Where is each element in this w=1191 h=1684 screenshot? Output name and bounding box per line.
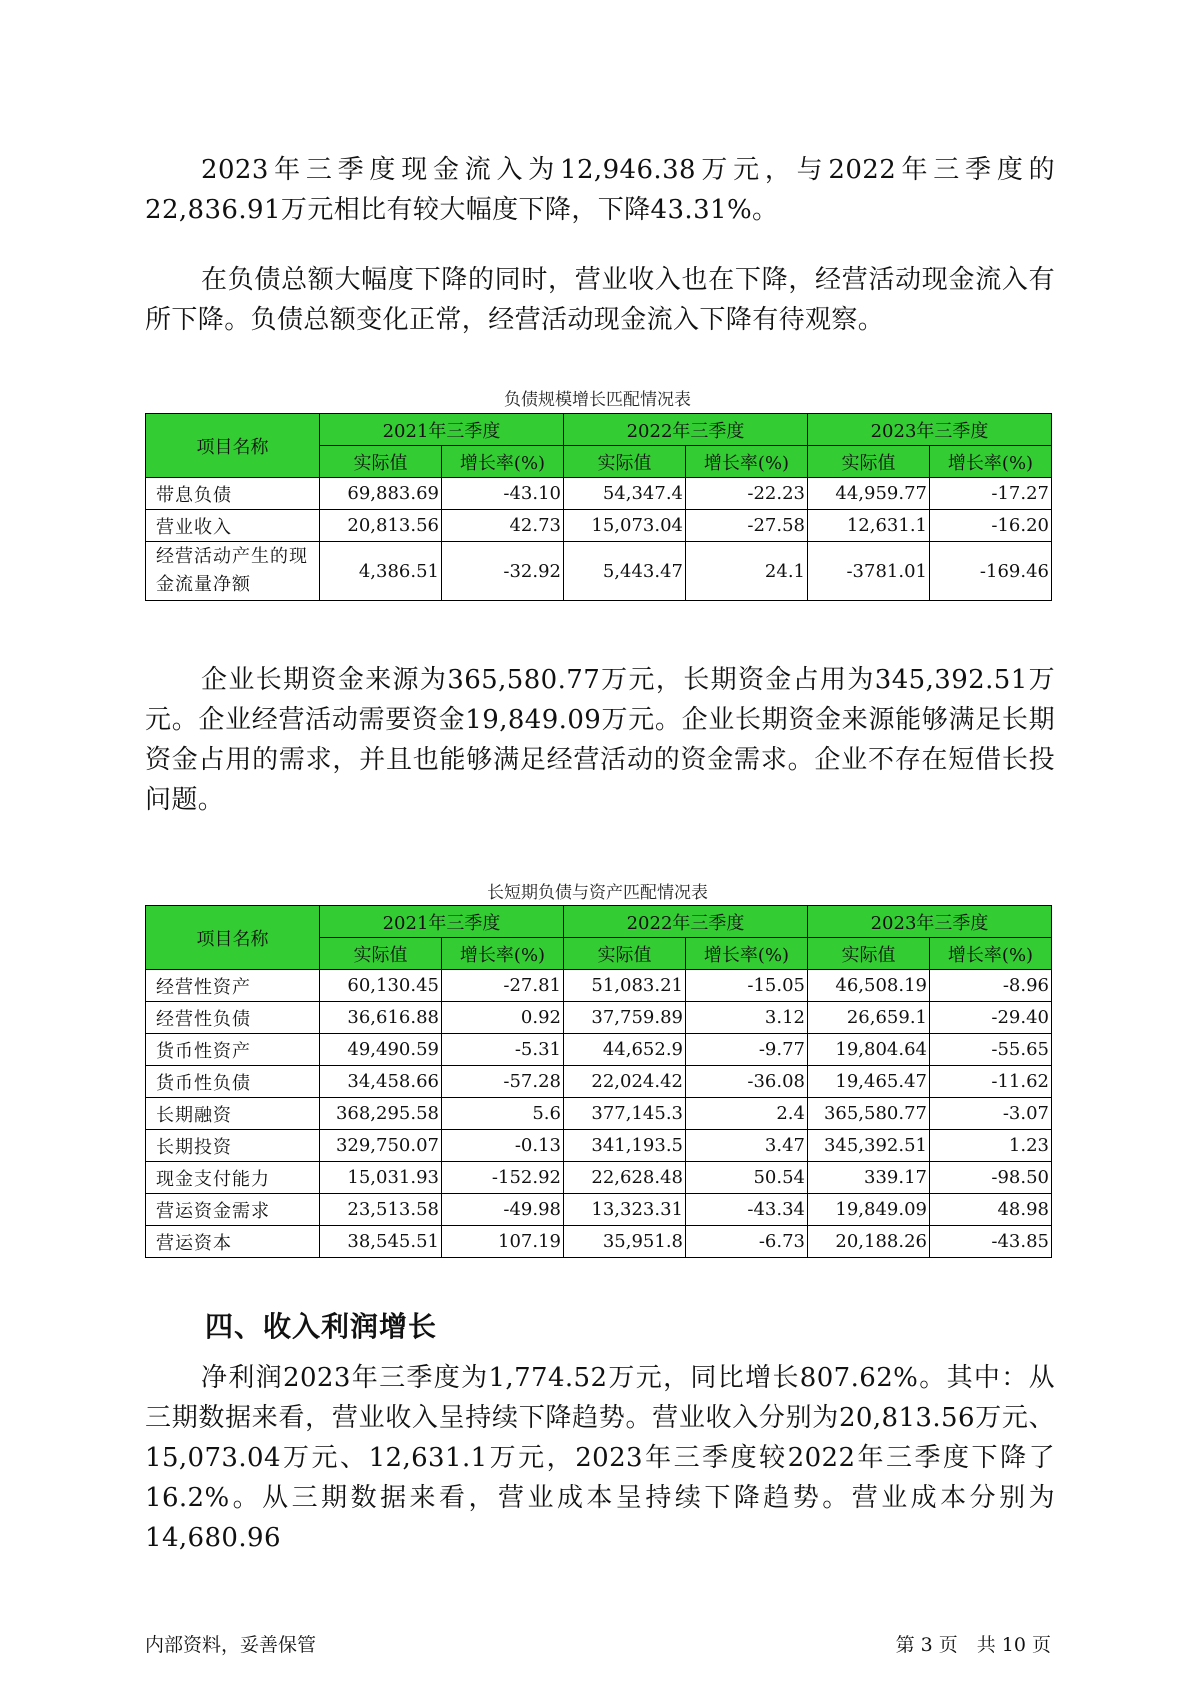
cell-actual-value: 20,188.26 (808, 1226, 930, 1258)
section-heading: 四、收入利润增长 (205, 1310, 438, 1343)
cell-actual-value: 51,083.21 (564, 970, 686, 1002)
header-actual: 实际值 (564, 938, 686, 970)
row-label: 营运资金需求 (146, 1194, 320, 1226)
row-label: 经营性负债 (146, 1002, 320, 1034)
cell-growth-rate: -22.23 (686, 478, 808, 510)
cell-growth-rate: -9.77 (686, 1034, 808, 1066)
row-label: 长期投资 (146, 1130, 320, 1162)
cell-growth-rate: -57.28 (442, 1066, 564, 1098)
footer-page-number: 第 3 页 共 10 页 (895, 1634, 1051, 1656)
cell-growth-rate: -27.81 (442, 970, 564, 1002)
cell-growth-rate: -55.65 (930, 1034, 1052, 1066)
header-growth: 增长率(%) (686, 938, 808, 970)
cell-actual-value: 35,951.8 (564, 1226, 686, 1258)
cell-actual-value: 20,813.56 (320, 510, 442, 542)
row-label: 带息负债 (146, 478, 320, 510)
table-row (146, 1034, 1052, 1066)
cell-actual-value: 38,545.51 (320, 1226, 442, 1258)
cell-growth-rate: -6.73 (686, 1226, 808, 1258)
header-growth: 增长率(%) (686, 446, 808, 478)
cell-actual-value: 329,750.07 (320, 1130, 442, 1162)
cell-growth-rate: -36.08 (686, 1066, 808, 1098)
cell-actual-value: 54,347.4 (564, 478, 686, 510)
table-row (146, 970, 1052, 1002)
cell-growth-rate: -29.40 (930, 1002, 1052, 1034)
header-actual: 实际值 (320, 938, 442, 970)
cell-growth-rate: -15.05 (686, 970, 808, 1002)
cell-actual-value: 345,392.51 (808, 1130, 930, 1162)
table1-caption: 负债规模增长匹配情况表 (504, 390, 691, 410)
table-row (146, 1002, 1052, 1034)
cell-growth-rate: -32.92 (442, 542, 564, 601)
footer-confidential: 内部资料，妥善保管 (145, 1634, 317, 1656)
row-label: 长期融资 (146, 1098, 320, 1130)
cell-growth-rate: -8.96 (930, 970, 1052, 1002)
header-actual: 实际值 (808, 938, 930, 970)
cell-actual-value: 44,652.9 (564, 1034, 686, 1066)
table-row (146, 1098, 1052, 1130)
cell-growth-rate: -43.85 (930, 1226, 1052, 1258)
table-row (146, 478, 1052, 510)
cell-growth-rate: -5.31 (442, 1034, 564, 1066)
header-period: 2021年三季度 (320, 906, 564, 938)
header-growth: 增长率(%) (930, 446, 1052, 478)
cell-growth-rate: -152.92 (442, 1162, 564, 1194)
cell-actual-value: 60,130.45 (320, 970, 442, 1002)
header-actual: 实际值 (564, 446, 686, 478)
cell-actual-value: 46,508.19 (808, 970, 930, 1002)
cell-actual-value: 365,580.77 (808, 1098, 930, 1130)
header-period: 2023年三季度 (808, 414, 1052, 446)
row-label: 经营活动产生的现金流量净额 (146, 542, 320, 601)
cell-growth-rate: 5.6 (442, 1098, 564, 1130)
table-row (146, 1226, 1052, 1258)
cell-actual-value: 36,616.88 (320, 1002, 442, 1034)
row-label: 货币性资产 (146, 1034, 320, 1066)
cell-growth-rate: 24.1 (686, 542, 808, 601)
header-period: 2021年三季度 (320, 414, 564, 446)
cell-growth-rate: -98.50 (930, 1162, 1052, 1194)
header-item-name: 项目名称 (146, 906, 320, 970)
table-row (146, 510, 1052, 542)
row-label: 经营性资产 (146, 970, 320, 1002)
paragraph-long-term-funds: 企业长期资金来源为365,580.77万元，长期资金占用为345,392.51万元。企业经营活动需要资金19,849.09万元。企业长期资金来源能够满足长期资金占用的需求，并且也能够满足经营活动的资金需求。企业不存在短借长投问题。 (145, 665, 1055, 815)
cell-actual-value: 23,513.58 (320, 1194, 442, 1226)
cell-actual-value: -3781.01 (808, 542, 930, 601)
cell-growth-rate: -11.62 (930, 1066, 1052, 1098)
table-row (146, 1066, 1052, 1098)
cell-actual-value: 339.17 (808, 1162, 930, 1194)
cell-actual-value: 19,465.47 (808, 1066, 930, 1098)
row-label: 现金支付能力 (146, 1162, 320, 1194)
table-row (146, 542, 1052, 601)
cell-actual-value: 15,073.04 (564, 510, 686, 542)
cell-actual-value: 12,631.1 (808, 510, 930, 542)
cell-actual-value: 49,490.59 (320, 1034, 442, 1066)
cell-growth-rate: -43.10 (442, 478, 564, 510)
cell-actual-value: 341,193.5 (564, 1130, 686, 1162)
cell-growth-rate: 0.92 (442, 1002, 564, 1034)
cell-actual-value: 377,145.3 (564, 1098, 686, 1130)
cell-growth-rate: 2.4 (686, 1098, 808, 1130)
cell-growth-rate: 42.73 (442, 510, 564, 542)
paragraph-liability-summary: 在负债总额大幅度下降的同时，营业收入也在下降，经营活动现金流入有所下降。负债总额变化正常，经营活动现金流入下降有待观察。 (145, 265, 1055, 335)
cell-actual-value: 34,458.66 (320, 1066, 442, 1098)
cell-actual-value: 19,804.64 (808, 1034, 930, 1066)
cell-actual-value: 15,031.93 (320, 1162, 442, 1194)
header-item-name: 项目名称 (146, 414, 320, 478)
cell-growth-rate: -43.34 (686, 1194, 808, 1226)
cell-actual-value: 13,323.31 (564, 1194, 686, 1226)
table2-caption: 长短期负债与资产匹配情况表 (487, 883, 708, 903)
cell-growth-rate: 3.47 (686, 1130, 808, 1162)
header-period: 2022年三季度 (564, 906, 808, 938)
table-row (146, 1162, 1052, 1194)
header-actual: 实际值 (808, 446, 930, 478)
paragraph-cash-inflow: 2023年三季度现金流入为12,946.38万元，与2022年三季度的22,836.91万元相比有较大幅度下降，下降43.31%。 (145, 155, 1055, 225)
asset-liability-match-table (145, 905, 1052, 1258)
paragraph-net-profit: 净利润2023年三季度为1,774.52万元，同比增长807.62%。其中：从三期数据来看，营业收入呈持续下降趋势。营业收入分别为20,813.56万元、15,073.04万元、12,631.1万元，2023年三季度较2022年三季度下降了16.2%。从三期数据来看，营业成本呈持续下降趋势。营业成本分别为14,680.96 (145, 1363, 1055, 1553)
cell-actual-value: 22,024.42 (564, 1066, 686, 1098)
cell-actual-value: 5,443.47 (564, 542, 686, 601)
cell-growth-rate: 50.54 (686, 1162, 808, 1194)
cell-growth-rate: 48.98 (930, 1194, 1052, 1226)
cell-actual-value: 44,959.77 (808, 478, 930, 510)
cell-growth-rate: 107.19 (442, 1226, 564, 1258)
header-growth: 增长率(%) (930, 938, 1052, 970)
cell-actual-value: 26,659.1 (808, 1002, 930, 1034)
table-row (146, 1194, 1052, 1226)
cell-growth-rate: -169.46 (930, 542, 1052, 601)
cell-actual-value: 4,386.51 (320, 542, 442, 601)
cell-growth-rate: -49.98 (442, 1194, 564, 1226)
cell-actual-value: 22,628.48 (564, 1162, 686, 1194)
cell-actual-value: 19,849.09 (808, 1194, 930, 1226)
header-actual: 实际值 (320, 446, 442, 478)
header-period: 2023年三季度 (808, 906, 1052, 938)
cell-growth-rate: -0.13 (442, 1130, 564, 1162)
liability-growth-table (145, 413, 1052, 601)
row-label: 货币性负债 (146, 1066, 320, 1098)
header-growth: 增长率(%) (442, 938, 564, 970)
table-row (146, 1130, 1052, 1162)
cell-actual-value: 368,295.58 (320, 1098, 442, 1130)
row-label: 营业收入 (146, 510, 320, 542)
cell-growth-rate: -27.58 (686, 510, 808, 542)
row-label: 营运资本 (146, 1226, 320, 1258)
header-period: 2022年三季度 (564, 414, 808, 446)
cell-growth-rate: -17.27 (930, 478, 1052, 510)
cell-actual-value: 37,759.89 (564, 1002, 686, 1034)
cell-actual-value: 69,883.69 (320, 478, 442, 510)
cell-growth-rate: -3.07 (930, 1098, 1052, 1130)
cell-growth-rate: 3.12 (686, 1002, 808, 1034)
header-growth: 增长率(%) (442, 446, 564, 478)
cell-growth-rate: 1.23 (930, 1130, 1052, 1162)
cell-growth-rate: -16.20 (930, 510, 1052, 542)
